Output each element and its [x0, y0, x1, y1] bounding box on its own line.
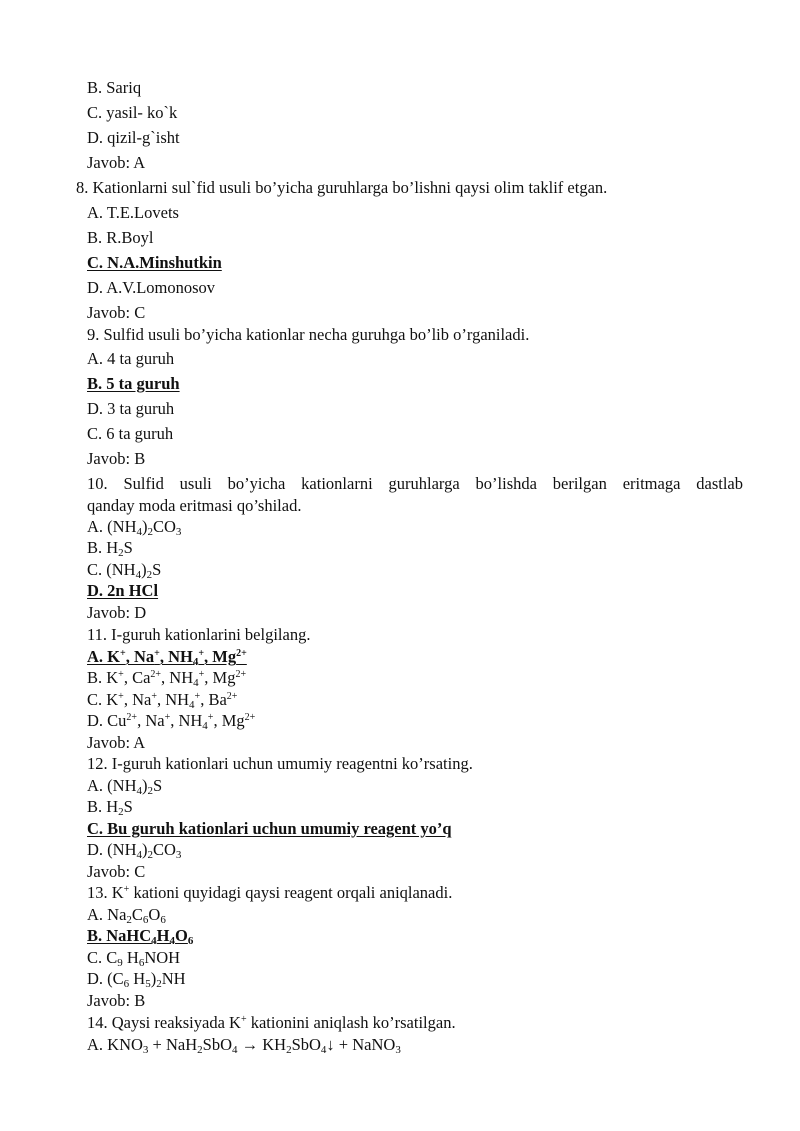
q11-option-c: C. K+, Na+, $NH_4^+$, $Ba^{2+}$ — [87, 690, 238, 711]
question-9: 9. Sulfid usuli bo’yicha kationlar necha guruhga bo’lib o’rganiladi. — [87, 325, 530, 344]
question-10-line-1: 10. Sulfid usuli bo’yicha kationlarni guruhlarga bo’lishda berilgan eritmaga dastlab — [87, 474, 743, 493]
question-13: 13. K+ kationi quyidagi qaysi reagent orqali aniqlanadi. — [87, 883, 453, 902]
q13-option-a: A. $Na_2C_6O_6$ — [87, 905, 166, 926]
q10-answer: Javob: D — [87, 603, 147, 622]
question-8: 8. Kationlarni sul`fid usuli bo’yicha guruhlarga bo’lishni qaysi olim taklif etgan. — [76, 178, 608, 197]
question-12: 12. I-guruh kationlari uchun umumiy reagentni ko’rsating. — [87, 754, 473, 773]
q9-option-b-correct: B. 5 ta guruh — [87, 374, 180, 393]
q12-answer: Javob: C — [87, 862, 146, 881]
q8-option-c-correct: C. N.A.Minshutkin — [87, 253, 222, 272]
option-c-line: C. yasil- ko`k — [87, 103, 178, 122]
q9-option-a: A. 4 ta guruh — [87, 349, 175, 368]
q12-option-c-correct: C. Bu guruh kationlari uchun umumiy reagent yo’q — [87, 819, 452, 838]
question-13-text: kationi quyidagi qaysi reagent orqali aniqlanadi. — [129, 883, 453, 902]
q13-option-b-correct: B. $NaHC_4H_4O_6$ — [87, 926, 194, 947]
q8-option-d: D. A.V.Lomonosov — [87, 278, 216, 297]
q10-option-b: B. $H_2S$ — [87, 538, 133, 559]
q10-option-d-correct: D. 2n HCl — [87, 581, 159, 600]
q9-option-c: C. 6 ta guruh — [87, 424, 174, 443]
q12-option-a: A. $(NH_4)_2S$ — [87, 776, 163, 797]
q9-option-d: D. 3 ta guruh — [87, 399, 175, 418]
q13-answer: Javob: B — [87, 991, 146, 1010]
q11-option-a-correct: A. K+, Na+, $NH_4^+$, $Mg^{2+}$ — [87, 647, 247, 668]
question-11: 11. I-guruh kationlarini belgilang. — [87, 625, 311, 644]
option-b-line: B. Sariq — [87, 78, 142, 97]
q12-option-b: B. $H_2S$ — [87, 797, 133, 818]
q13-option-d: D. ($C_6$ $H_5)_2NH$ — [87, 969, 186, 990]
q8-option-b: B. R.Boyl — [87, 228, 154, 247]
q11-option-b: B. K+, $Ca^{2+}$, $NH_4^+$, $Mg^{2+}$ — [87, 668, 247, 689]
q10-option-a: A. $(NH_4)_2CO_3$ — [87, 517, 182, 538]
q10-option-c: C. $(NH_4)_2S$ — [87, 560, 162, 581]
q13-option-c: C. $C_9$ $H_6NOH$ — [87, 948, 181, 969]
q8-answer: Javob: C — [87, 303, 146, 322]
question-14: 14. Qaysi reaksiyada K+ kationini aniqlash ko’rsatilgan. — [87, 1013, 456, 1032]
q14-option-a: A. $KNO_3 + NaH_2SbO_4$ → $KH_2SbO_4↓$ + NaNO$_3$ — [87, 1035, 401, 1056]
option-d-line: D. qizil-g`isht — [87, 128, 180, 147]
question-10-line-2: qanday moda eritmasi qo’shilad. — [87, 496, 302, 515]
q9-answer: Javob: B — [87, 449, 146, 468]
q11-option-d: D. $Cu^{2+}$, Na+, $NH_4^+$, $Mg^{2+}$ — [87, 711, 256, 732]
q12-option-d: D. $(NH_4)_2CO_3$ — [87, 840, 182, 861]
q8-option-a: A. T.E.Lovets — [87, 203, 179, 222]
question-14-prefix: 14. Qaysi reaksiyada K — [87, 1013, 241, 1032]
q11-answer: Javob: A — [87, 733, 146, 752]
question-14-text: kationini aniqlash ko’rsatilgan. — [246, 1013, 456, 1032]
answer-line: Javob: A — [87, 153, 146, 172]
